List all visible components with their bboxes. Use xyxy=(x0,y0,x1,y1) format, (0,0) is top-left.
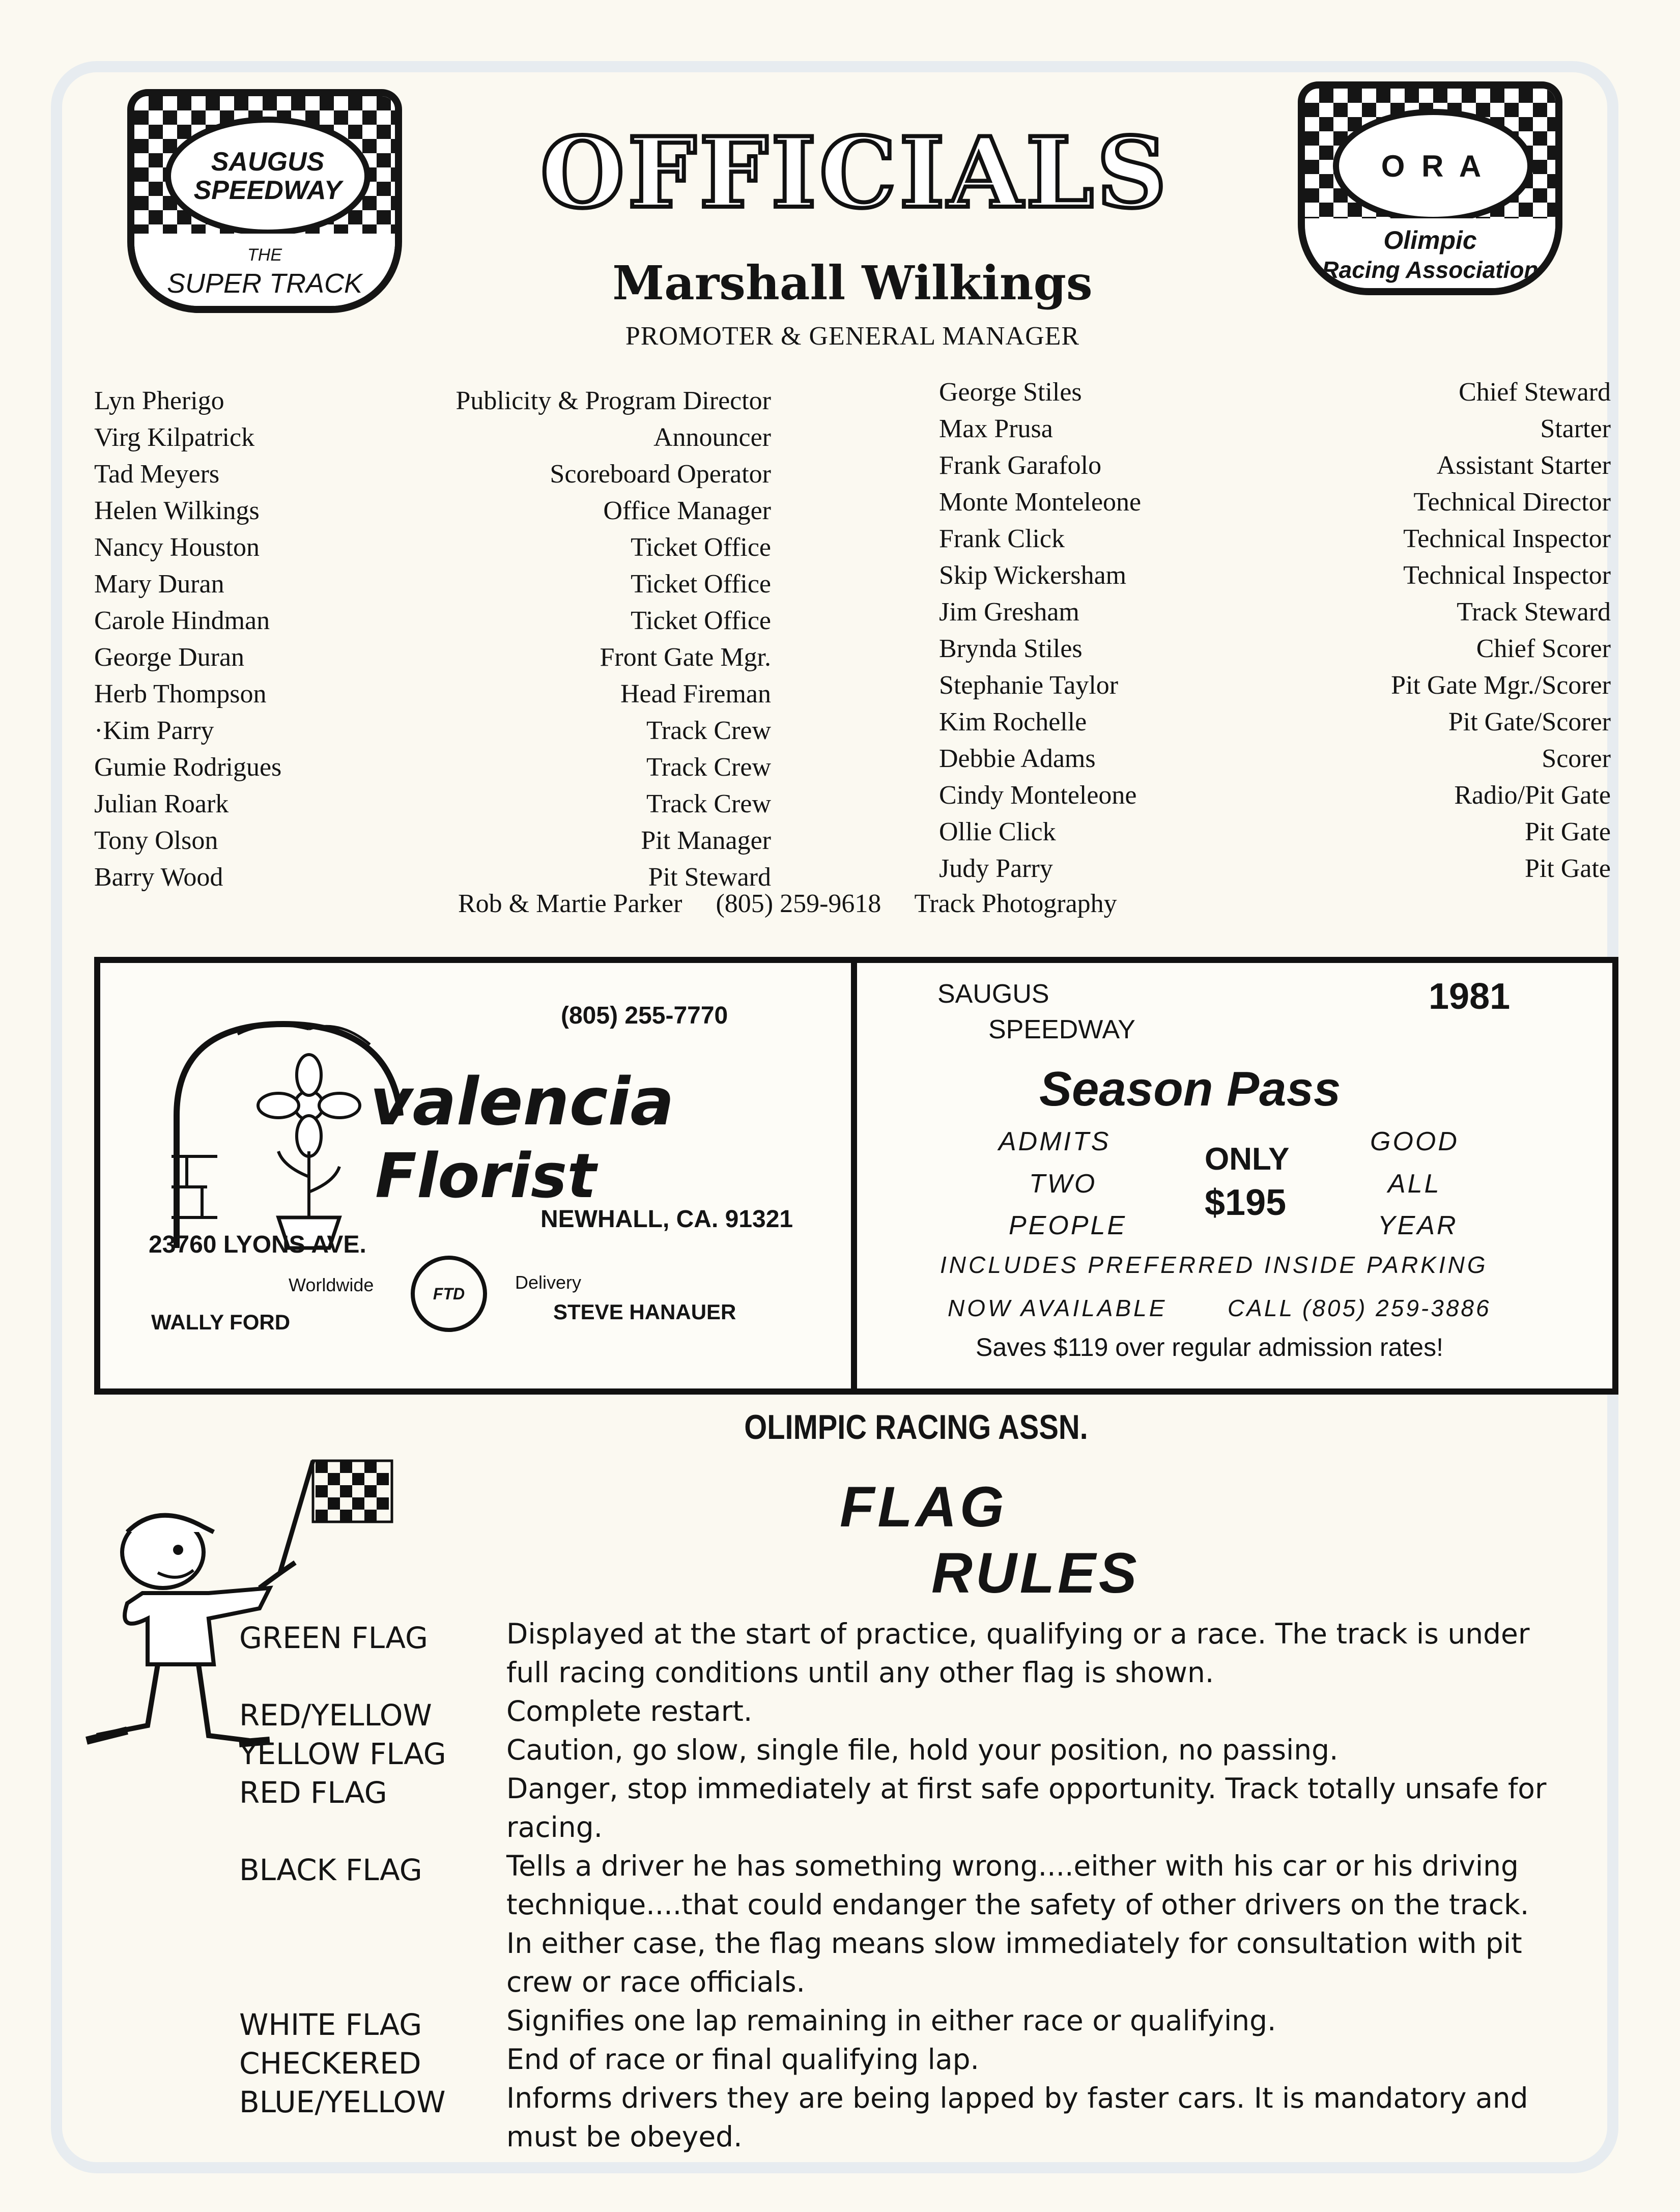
official-role: Scorer xyxy=(1542,744,1611,773)
official-name: Ollie Click xyxy=(939,817,1056,846)
official-role: Scoreboard Operator xyxy=(550,460,771,489)
official-name: Julian Roark xyxy=(94,789,229,818)
official-role: Ticket Office xyxy=(631,606,771,635)
official-role: Track Steward xyxy=(1457,598,1611,627)
official-row xyxy=(939,631,1611,667)
official-name: Debbie Adams xyxy=(939,744,1096,773)
official-row xyxy=(939,667,1611,704)
florist-delivery: Delivery xyxy=(515,1272,582,1293)
official-name: Mary Duran xyxy=(94,570,224,599)
official-row xyxy=(94,603,771,639)
florist-worldwide: Worldwide xyxy=(289,1274,374,1295)
saugus-logo-tag1: THE xyxy=(247,245,282,265)
official-role: Chief Scorer xyxy=(1476,634,1611,663)
official-row xyxy=(939,521,1611,557)
saugus-speedway-logo xyxy=(127,89,402,313)
flag-red-label: RED FLAG xyxy=(239,1775,387,1810)
page-title: OFFICIALS xyxy=(540,116,1170,230)
official-name: Max Prusa xyxy=(939,414,1053,443)
florist-city: NEWHALL, CA. 91321 xyxy=(540,1206,793,1233)
flag-rules-title-line2: RULES xyxy=(931,1541,1140,1605)
official-name: ·Kim Parry xyxy=(94,716,214,745)
official-row xyxy=(939,411,1611,447)
promoter-role: PROMOTER & GENERAL MANAGER xyxy=(625,322,1080,351)
ora-logo-letters: O R A xyxy=(1381,149,1486,183)
official-row xyxy=(939,557,1611,594)
official-role: Assistant Starter xyxy=(1436,451,1611,480)
pass-venue-line2: SPEEDWAY xyxy=(988,1015,1135,1044)
flag-checkered-desc: End of race or final qualifying lap. xyxy=(506,2043,979,2076)
official-role: Pit Gate xyxy=(1525,817,1611,846)
official-row xyxy=(939,447,1611,484)
ora-section-title: OLIMPIC RACING ASSN. xyxy=(744,1408,1088,1447)
flag-yellow-label: YELLOW FLAG xyxy=(239,1737,446,1771)
photographer-role: Track Photography xyxy=(914,889,1117,918)
official-name: Tony Olson xyxy=(94,826,218,855)
pass-year: 1981 xyxy=(1429,976,1511,1017)
flag-white-desc: Signifies one lap remaining in either race or qualifying. xyxy=(506,2004,1276,2037)
official-role: Technical Director xyxy=(1413,488,1611,517)
official-name: Judy Parry xyxy=(939,854,1053,883)
official-row xyxy=(94,493,771,529)
ora-logo-line2: Racing Association xyxy=(1322,257,1539,283)
official-role: Pit Gate Mgr./Scorer xyxy=(1391,671,1611,700)
official-row xyxy=(94,823,771,859)
official-row xyxy=(939,594,1611,631)
flag-green-desc: Displayed at the start of practice, qualifying or a race. The track is under full racing conditions until any other flag is shown. xyxy=(506,1618,1530,1689)
pass-good: GOOD xyxy=(1370,1127,1459,1156)
florist-person-steve: STEVE HANAUER xyxy=(553,1300,736,1324)
pass-only: ONLY xyxy=(1205,1142,1290,1177)
official-role: Pit Gate xyxy=(1525,854,1611,883)
official-role: Radio/Pit Gate xyxy=(1454,781,1611,810)
official-role: Announcer xyxy=(653,423,771,452)
official-role: Publicity & Program Director xyxy=(455,386,771,415)
florist-name-line2: Florist xyxy=(375,1141,596,1212)
official-row xyxy=(939,704,1611,741)
ad-divider xyxy=(851,963,857,1388)
official-role: Track Crew xyxy=(646,716,771,745)
official-name: Kim Rochelle xyxy=(939,707,1087,736)
pass-all: ALL xyxy=(1388,1169,1441,1199)
official-name: Helen Wilkings xyxy=(94,496,260,525)
official-role: Chief Steward xyxy=(1459,378,1611,407)
flag-white-label: WHITE FLAG xyxy=(239,2007,422,2042)
official-name: Frank Click xyxy=(939,524,1065,553)
official-row xyxy=(94,529,771,566)
flag-blue-yellow-desc: Informs drivers they are being lapped by faster cars. It is mandatory and must be obeyed. xyxy=(506,2082,1528,2153)
official-role: Office Manager xyxy=(603,496,771,525)
pass-admits: ADMITS xyxy=(999,1127,1111,1156)
pass-savings: Saves $119 over regular admission rates! xyxy=(976,1333,1443,1362)
flag-red-yellow-desc: Complete restart. xyxy=(506,1695,753,1727)
pass-call: CALL (805) 259-3886 xyxy=(1228,1295,1491,1321)
flag-red-desc: Danger, stop immediately at first safe opportunity. Track totally unsafe for racing. xyxy=(506,1772,1547,1844)
official-role: Starter xyxy=(1540,414,1611,443)
official-role: Track Crew xyxy=(646,753,771,782)
pass-price: $195 xyxy=(1205,1182,1287,1223)
official-role: Pit Gate/Scorer xyxy=(1448,707,1611,736)
flag-red-yellow-label: RED/YELLOW xyxy=(239,1698,432,1733)
official-name: Nancy Houston xyxy=(94,533,260,562)
official-row xyxy=(939,850,1611,887)
official-row xyxy=(94,749,771,786)
saugus-logo-tag2: SUPER TRACK xyxy=(166,268,363,299)
official-row xyxy=(94,676,771,713)
official-role: Technical Inspector xyxy=(1403,524,1611,553)
photographer-phone: (805) 259-9618 xyxy=(716,889,881,918)
saugus-logo-line2: SPEEDWAY xyxy=(193,176,342,205)
pass-year-good: YEAR xyxy=(1378,1211,1458,1240)
official-row xyxy=(94,639,771,676)
official-row xyxy=(939,777,1611,814)
official-row xyxy=(939,374,1611,411)
pass-venue-line1: SAUGUS xyxy=(937,979,1049,1009)
flag-yellow-desc: Caution, go slow, single file, hold your position, no passing. xyxy=(506,1734,1339,1766)
official-name: Herb Thompson xyxy=(94,679,267,708)
official-role: Technical Inspector xyxy=(1403,561,1611,590)
official-name: Gumie Rodrigues xyxy=(94,753,282,782)
track-photography-line xyxy=(458,886,1272,922)
official-role: Front Gate Mgr. xyxy=(600,643,771,672)
official-role: Ticket Office xyxy=(631,570,771,599)
official-row xyxy=(94,566,771,603)
ora-logo-line1: Olimpic xyxy=(1383,226,1477,254)
flag-checkered-label: CHECKERED xyxy=(239,2046,421,2081)
photographer-name: Rob & Martie Parker xyxy=(458,889,682,918)
official-name: Virg Kilpatrick xyxy=(94,423,255,452)
official-name: George Stiles xyxy=(939,378,1082,407)
official-name: Brynda Stiles xyxy=(939,634,1083,663)
pass-available: NOW AVAILABLE xyxy=(948,1295,1168,1321)
official-name: Jim Gresham xyxy=(939,598,1079,627)
advertisement-box xyxy=(94,957,1618,1395)
official-role: Ticket Office xyxy=(631,533,771,562)
official-row xyxy=(94,383,771,419)
official-role: Pit Manager xyxy=(641,826,771,855)
saugus-logo-oval xyxy=(165,117,371,236)
official-name: Tad Meyers xyxy=(94,460,220,489)
promoter-name: Marshall Wilkings xyxy=(612,256,1093,310)
saugus-logo-line1: SAUGUS xyxy=(211,147,325,177)
official-row xyxy=(939,741,1611,777)
official-name: Monte Monteleone xyxy=(939,488,1142,517)
official-row xyxy=(94,419,771,456)
official-name: Skip Wickersham xyxy=(939,561,1127,590)
pass-two: TWO xyxy=(1029,1169,1097,1199)
official-name: Stephanie Taylor xyxy=(939,671,1119,700)
official-row xyxy=(939,814,1611,850)
flag-black-label: BLACK FLAG xyxy=(239,1853,422,1887)
official-name: George Duran xyxy=(94,643,245,672)
official-row xyxy=(939,484,1611,521)
flag-black-desc: Tells a driver he has something wrong....either with his car or his driving technique....that could endanger the safety of other drivers on the track. In either case, the flag means slow immediately for consultation with pit crew or race officials. xyxy=(506,1850,1529,1998)
ora-logo-oval xyxy=(1333,109,1533,223)
florist-person-wally: WALLY FORD xyxy=(151,1310,291,1334)
ftd-label: FTD xyxy=(433,1284,465,1303)
official-name: Barry Wood xyxy=(94,863,223,892)
florist-phone: (805) 255-7770 xyxy=(561,1002,728,1029)
official-name: Lyn Pherigo xyxy=(94,386,224,415)
official-role: Pit Steward xyxy=(648,863,771,892)
florist-name-line1: valencia xyxy=(370,1064,674,1140)
official-row xyxy=(94,713,771,749)
flag-blue-yellow-label: BLUE/YELLOW xyxy=(239,2085,446,2119)
pass-people: PEOPLE xyxy=(1009,1211,1127,1240)
official-name: Carole Hindman xyxy=(94,606,270,635)
florist-address: 23760 LYONS AVE. xyxy=(149,1231,366,1258)
official-name: Frank Garafolo xyxy=(939,451,1102,480)
pass-parking: INCLUDES PREFERRED INSIDE PARKING xyxy=(940,1252,1488,1278)
official-row xyxy=(94,456,771,493)
ftd-emblem xyxy=(411,1256,487,1332)
olimpic-racing-association-logo xyxy=(1298,81,1562,295)
flag-green-label: GREEN FLAG xyxy=(239,1621,428,1655)
pass-title: Season Pass xyxy=(1039,1062,1341,1116)
official-row xyxy=(94,786,771,823)
official-role: Head Fireman xyxy=(620,679,771,708)
official-role: Track Crew xyxy=(646,789,771,818)
official-name: Cindy Monteleone xyxy=(939,781,1137,810)
flag-rules-title-line1: FLAG xyxy=(840,1475,1007,1539)
